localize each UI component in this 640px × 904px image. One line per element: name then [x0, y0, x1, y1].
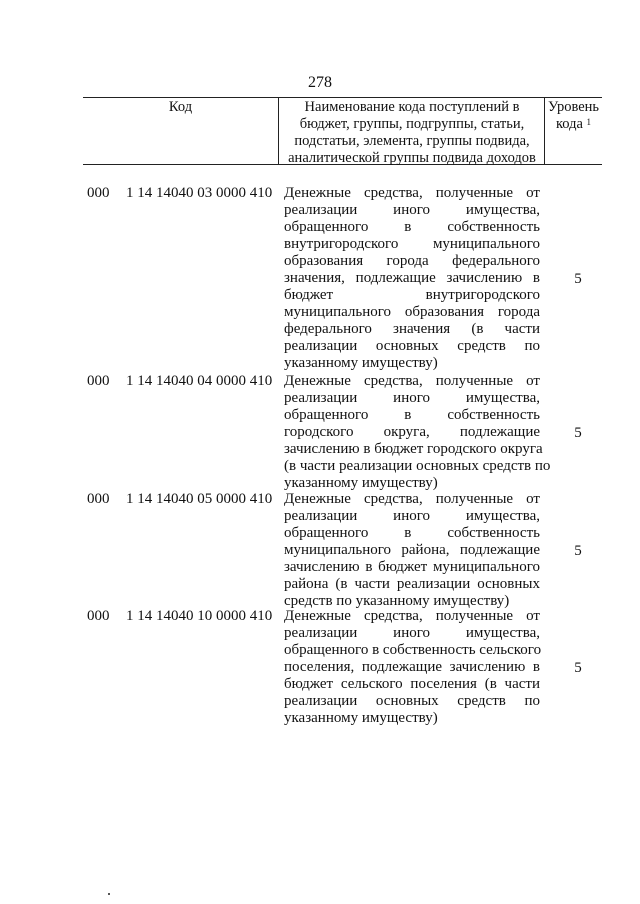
income-name-line: Денежные средства, полученные от	[284, 608, 540, 624]
header-name-line: подстатьи, элемента, группы подвида,	[294, 133, 530, 149]
income-name-line: федерального значения (в части	[284, 321, 540, 337]
header-name-line: бюджет, группы, подгруппы, статьи,	[299, 116, 525, 132]
header-level-text: кода	[555, 116, 583, 132]
income-name-line: муниципального района, подлежащие	[284, 542, 540, 558]
income-name-line: обращенного в собственность сельского	[284, 642, 542, 658]
income-name-line: поселения, подлежащие зачислению в	[284, 659, 540, 675]
income-name-line: реализации иного имущества,	[284, 625, 540, 641]
header-top-rule	[83, 97, 602, 98]
scan-speck	[108, 893, 110, 895]
income-name-line: Денежные средства, полученные от	[284, 373, 540, 389]
header-name	[281, 99, 543, 167]
income-name	[284, 373, 551, 492]
income-name-line: реализации иного имущества,	[284, 508, 540, 524]
admin-code: 000	[87, 608, 110, 624]
income-name-line: обращенного в собственность	[284, 219, 540, 235]
income-name-line: городского округа, подлежащие	[284, 424, 540, 440]
table-header	[83, 97, 602, 165]
code-level: 5	[574, 543, 582, 559]
income-name-line: средств по указанному имуществу)	[284, 593, 510, 609]
header-level	[545, 99, 602, 133]
code-level: 5	[574, 660, 582, 676]
header-name-line: аналитической группы подвида доходов	[288, 150, 536, 166]
header-level-line	[545, 116, 602, 133]
header-level-line: Уровень	[547, 99, 600, 115]
income-name	[284, 608, 540, 727]
income-name-line: Денежные средства, полученные от	[284, 185, 540, 201]
income-name-line: реализации иного имущества,	[284, 390, 540, 406]
income-name-line: образования города федерального	[284, 253, 540, 269]
income-name-line: реализации основных средств по	[284, 338, 540, 354]
income-name-line: обращенного в собственность	[284, 407, 540, 423]
header-code: Код	[168, 99, 193, 115]
income-name-line: муниципального образования города	[284, 304, 540, 320]
income-name-line: зачислению в бюджет городского округа	[284, 441, 543, 457]
income-name-line: зачислению в бюджет муниципального	[284, 559, 540, 575]
income-name-line: реализации основных средств по	[284, 693, 540, 709]
income-name-line: Денежные средства, полученные от	[284, 491, 540, 507]
income-name-line: бюджет внутригородского	[284, 287, 540, 303]
income-name-line: указанному имуществу)	[284, 355, 438, 371]
income-name-line: значения, подлежащие зачислению в	[284, 270, 540, 286]
income-name-line: бюджет сельского поселения (в части	[284, 676, 540, 692]
admin-code: 000	[87, 373, 110, 389]
column-divider	[278, 97, 279, 165]
footnote-marker: 1	[586, 117, 592, 127]
income-name-line: обращенного в собственность	[284, 525, 540, 541]
income-code: 1 14 14040 10 0000 410	[126, 608, 273, 624]
income-name	[284, 185, 540, 372]
income-name-line: реализации иного имущества,	[284, 202, 540, 218]
income-name-line: указанному имуществу)	[284, 710, 438, 726]
admin-code: 000	[87, 491, 110, 507]
admin-code: 000	[87, 185, 110, 201]
income-name	[284, 491, 540, 610]
code-level: 5	[574, 271, 582, 287]
income-name-line: внутригородского муниципального	[284, 236, 540, 252]
header-name-line: Наименование кода поступлений в	[304, 99, 520, 115]
income-name-line: (в части реализации основных средств по	[284, 458, 551, 474]
income-code: 1 14 14040 05 0000 410	[126, 491, 273, 507]
income-name-line: указанному имуществу)	[284, 475, 438, 491]
income-name-line: района (в части реализации основных	[284, 576, 540, 592]
code-level: 5	[574, 425, 582, 441]
income-code: 1 14 14040 04 0000 410	[126, 373, 273, 389]
income-code: 1 14 14040 03 0000 410	[126, 185, 273, 201]
page-number: 278	[308, 74, 332, 91]
